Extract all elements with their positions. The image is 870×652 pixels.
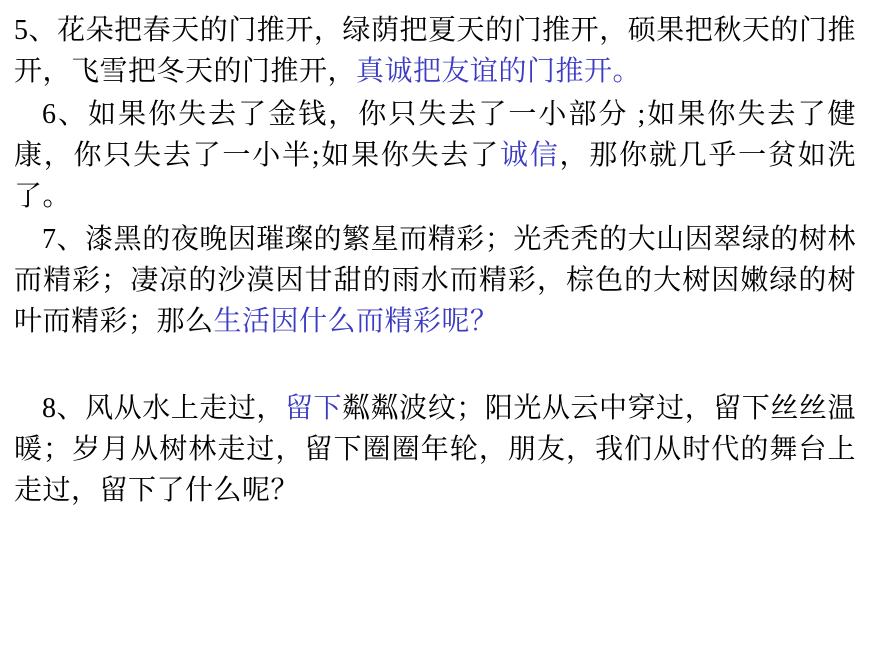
paragraph-spacer — [14, 344, 856, 388]
highlighted-text-run: 诚信 — [499, 140, 560, 171]
paragraph-item-7 — [14, 219, 856, 342]
text-run: ，那你就几乎一贫如洗了。 — [14, 140, 856, 212]
text-run: 7、漆黑的夜晚因璀璨的繁星而精彩；光秃秃的大山因翠绿的树林而精彩；凄凉的沙漠因甘甜的雨水而精彩，棕色的大树因嫩绿的树叶而精彩；那么 — [14, 224, 856, 337]
text-run: 6、如果你失去了金钱，你只失去了一小部分 ;如果你失去了健康，你只失去了一小半;如果你失去了 — [14, 99, 856, 171]
highlighted-text-run: 留下 — [284, 393, 343, 424]
text-run: 8、风从水上走过， — [42, 393, 285, 424]
paragraph-item-5 — [14, 10, 856, 92]
text-run: 粼粼波纹；阳光从云中穿过，留下丝丝温暖；岁月从树林走过，留下圈圈年轮，朋友，我们从时代的舞台上走过，留下了什么呢？ — [14, 393, 856, 506]
paragraph-item-8 — [14, 388, 856, 511]
highlighted-text-run: 真诚把友谊的门推开。 — [356, 56, 642, 87]
text-run: 5、花朵把春天的门推开，绿荫把夏天的门推开，硕果把秋天的门推开，飞雪把冬天的门推开， — [14, 15, 856, 87]
highlighted-text-run: 生活因什么而精彩呢？ — [213, 306, 499, 337]
paragraph-item-6 — [14, 94, 856, 217]
